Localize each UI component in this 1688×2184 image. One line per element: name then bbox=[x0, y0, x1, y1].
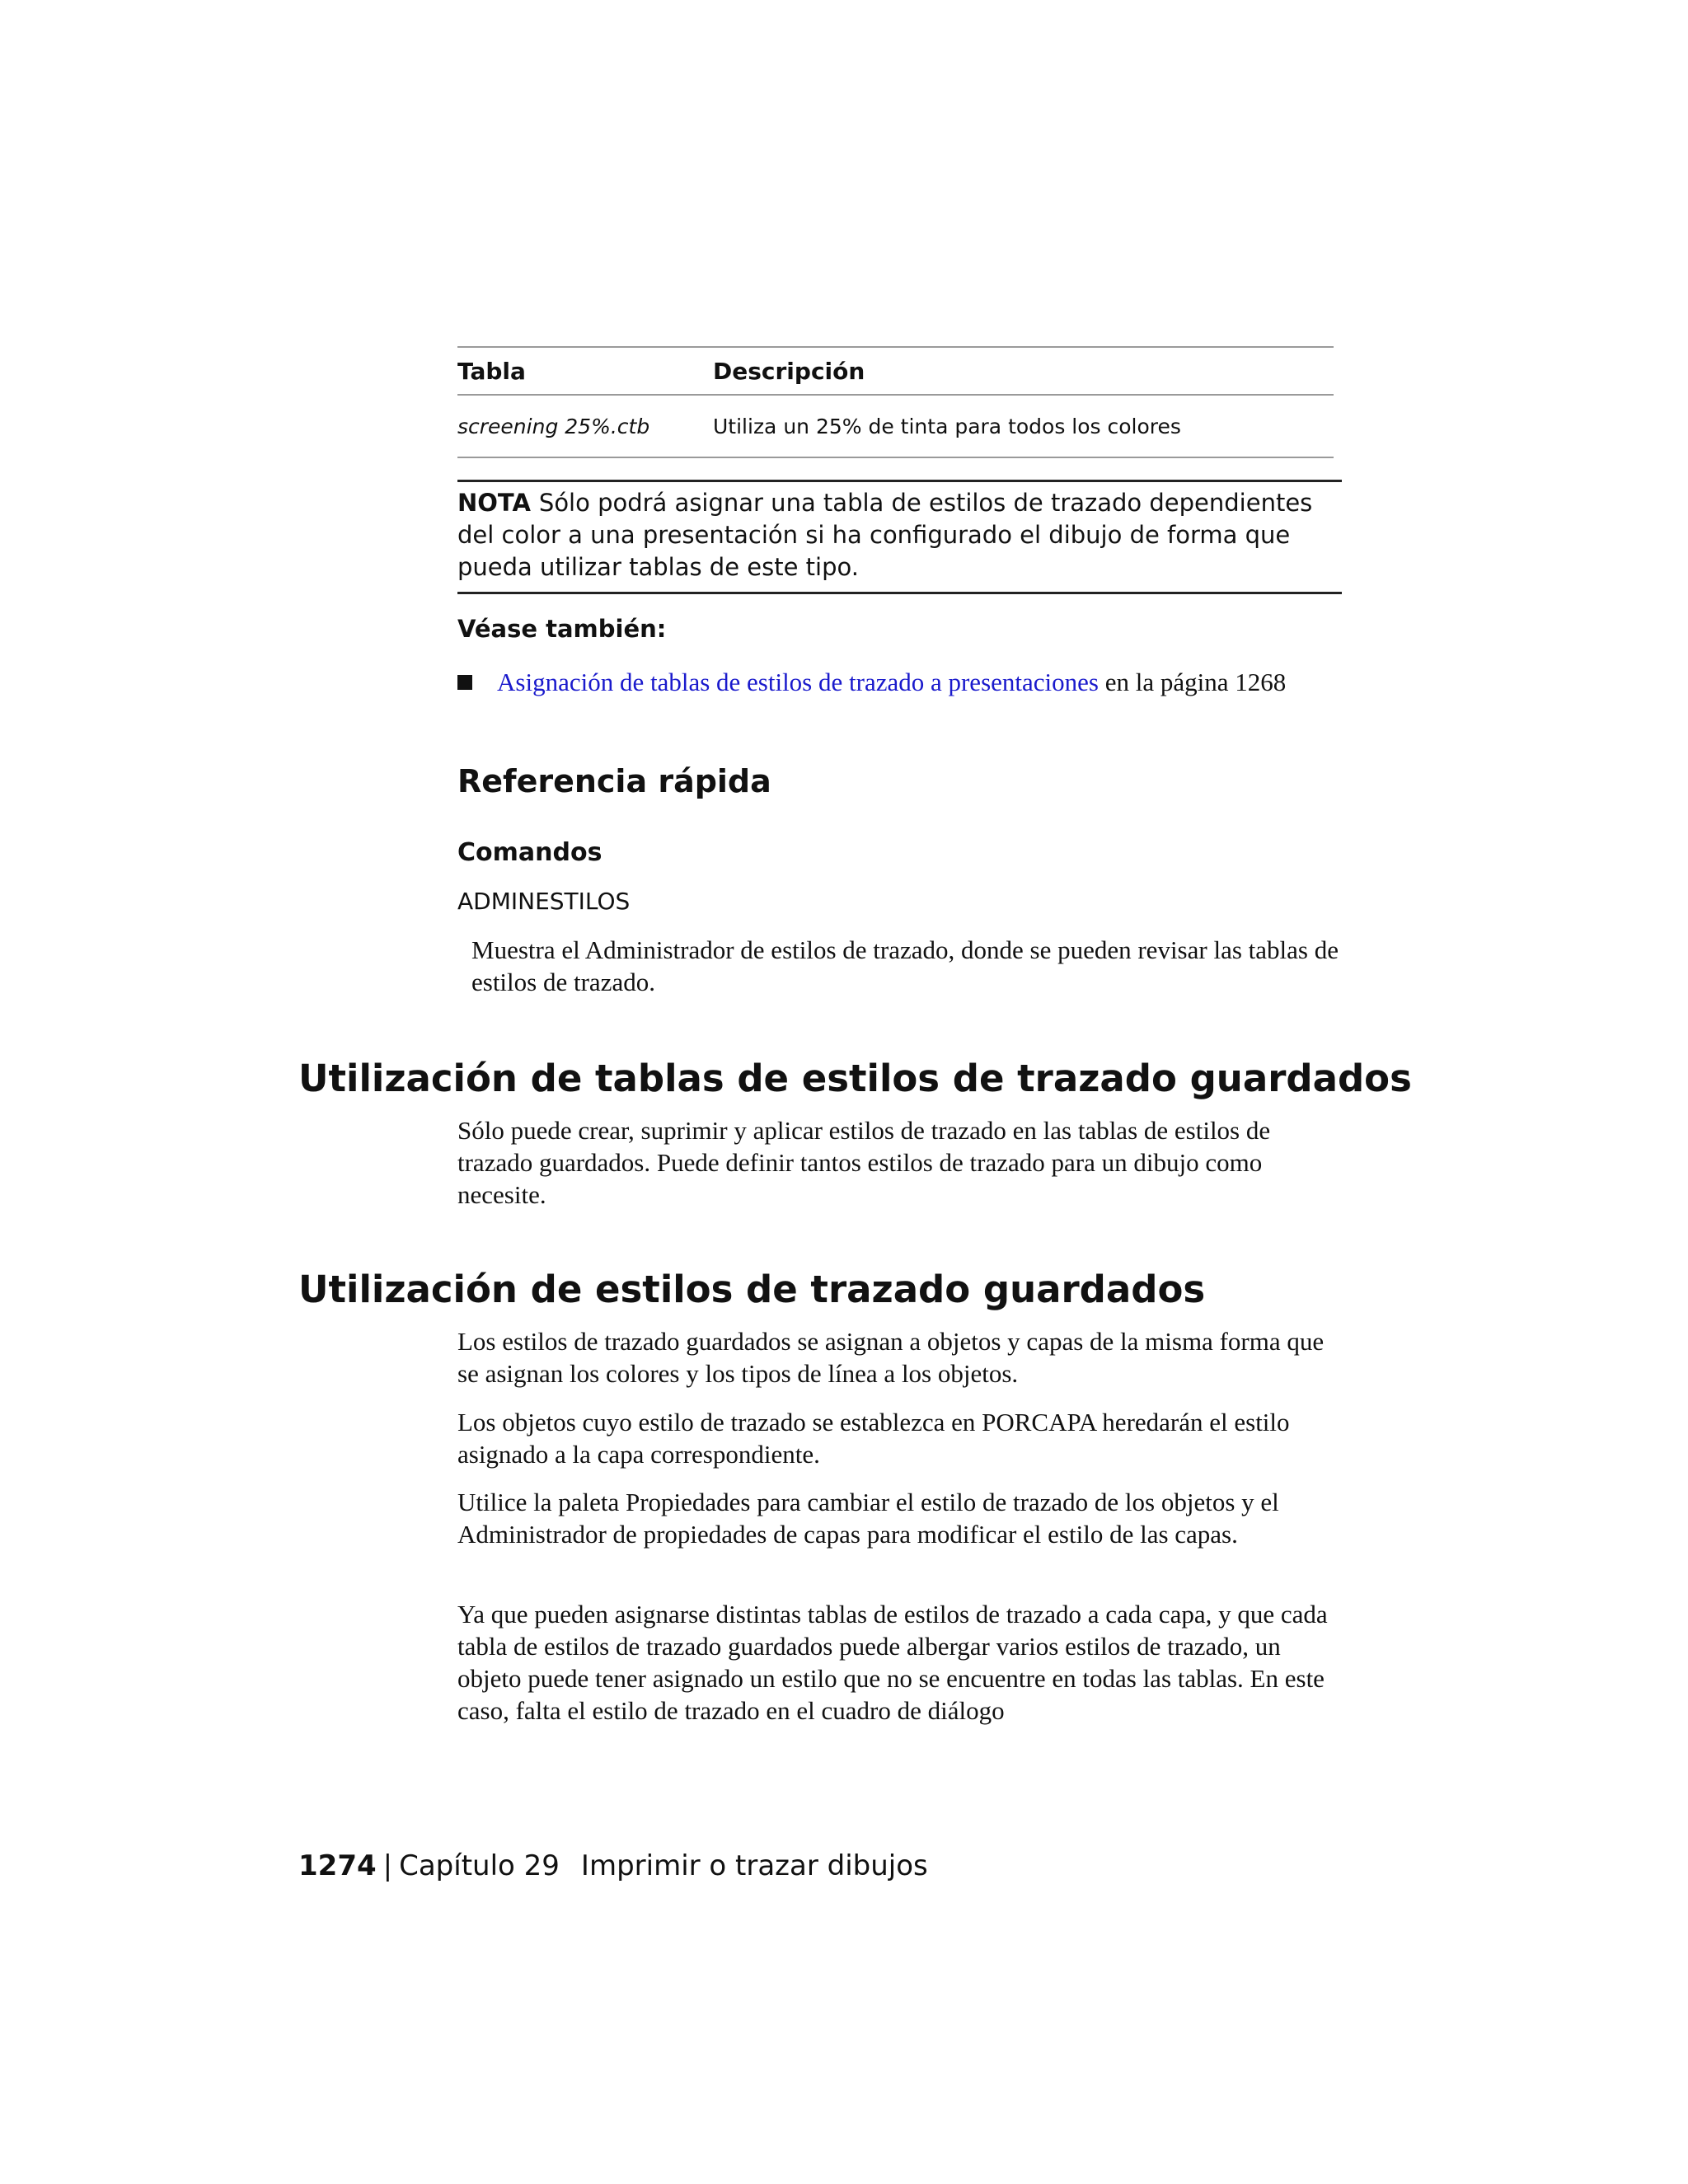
note-text: Sólo podrá asignar una tabla de estilos de trazado dependientes del color a una presentación si ha configurado el dibujo de forma que pueda utilizar tablas de este tipo. bbox=[457, 489, 1313, 581]
section-heading-saved-styles: Utilización de estilos de trazado guardados bbox=[298, 1268, 1206, 1311]
section2-paragraph-1: Los estilos de trazado guardados se asignan a objetos y capas de la misma forma que se asignan los colores y los tipos de línea a los objetos. bbox=[457, 1327, 1325, 1388]
table-bottom-rule bbox=[457, 457, 1334, 458]
see-also-item bbox=[457, 668, 1286, 697]
quick-reference-heading: Referencia rápida bbox=[457, 763, 771, 799]
section-heading-saved-tables: Utilización de tablas de estilos de trazado guardados bbox=[298, 1057, 1412, 1100]
table-cell-description: Utiliza un 25% de tinta para todos los colores bbox=[713, 414, 1181, 438]
table-row bbox=[457, 396, 1334, 457]
table-header-row bbox=[457, 348, 1334, 394]
table-cell-filename: screening 25%.ctb bbox=[457, 414, 650, 438]
section2-paragraph-3: Utilice la paleta Propiedades para cambiar el estilo de trazado de los objetos y el Administrador de propiedades de capas para modificar el estilo de las capas. bbox=[457, 1488, 1279, 1549]
footer-chapter: Capítulo 29 bbox=[399, 1849, 560, 1882]
see-also-page-ref: en la página 1268 bbox=[1098, 668, 1287, 696]
commands-heading: Comandos bbox=[457, 838, 603, 867]
page-number: 1274 bbox=[298, 1849, 377, 1882]
command-name: ADMINESTILOS bbox=[457, 888, 631, 915]
note-label: NOTA bbox=[457, 489, 531, 517]
footer-separator: | bbox=[382, 1849, 393, 1882]
command-description: Muestra el Administrador de estilos de trazado, donde se pueden revisar las tablas de estilos de trazado. bbox=[471, 935, 1339, 996]
page-footer bbox=[298, 1849, 928, 1882]
section1-paragraph: Sólo puede crear, suprimir y aplicar estilos de trazado en las tablas de estilos de trazado guardados. Puede definir tantos estilos de trazado para un dibujo como necesite. bbox=[457, 1116, 1271, 1209]
note-box bbox=[457, 480, 1342, 594]
footer-chapter-title: Imprimir o trazar dibujos bbox=[580, 1849, 928, 1882]
table-header-tabla: Tabla bbox=[457, 357, 526, 385]
square-bullet-icon bbox=[457, 675, 472, 690]
section2-paragraph-2: Los objetos cuyo estilo de trazado se establezca en PORCAPA heredarán el estilo asignado a la capa correspondiente. bbox=[457, 1408, 1290, 1469]
section2-paragraph-4: Ya que pueden asignarse distintas tablas de estilos de trazado a cada capa, y que cada tabla de estilos de trazado guardados puede albergar varios estilos de trazado, un objeto puede tener asignado un estilo que no se encuentre en todas las tablas. En este caso, falta el estilo de trazado en el cuadro de diálogo bbox=[457, 1600, 1328, 1725]
table-header-descripcion: Descripción bbox=[713, 357, 865, 385]
style-table bbox=[457, 346, 1334, 458]
see-also-link[interactable]: Asignación de tablas de estilos de trazado a presentaciones bbox=[497, 668, 1099, 696]
see-also-heading: Véase también: bbox=[457, 615, 667, 643]
